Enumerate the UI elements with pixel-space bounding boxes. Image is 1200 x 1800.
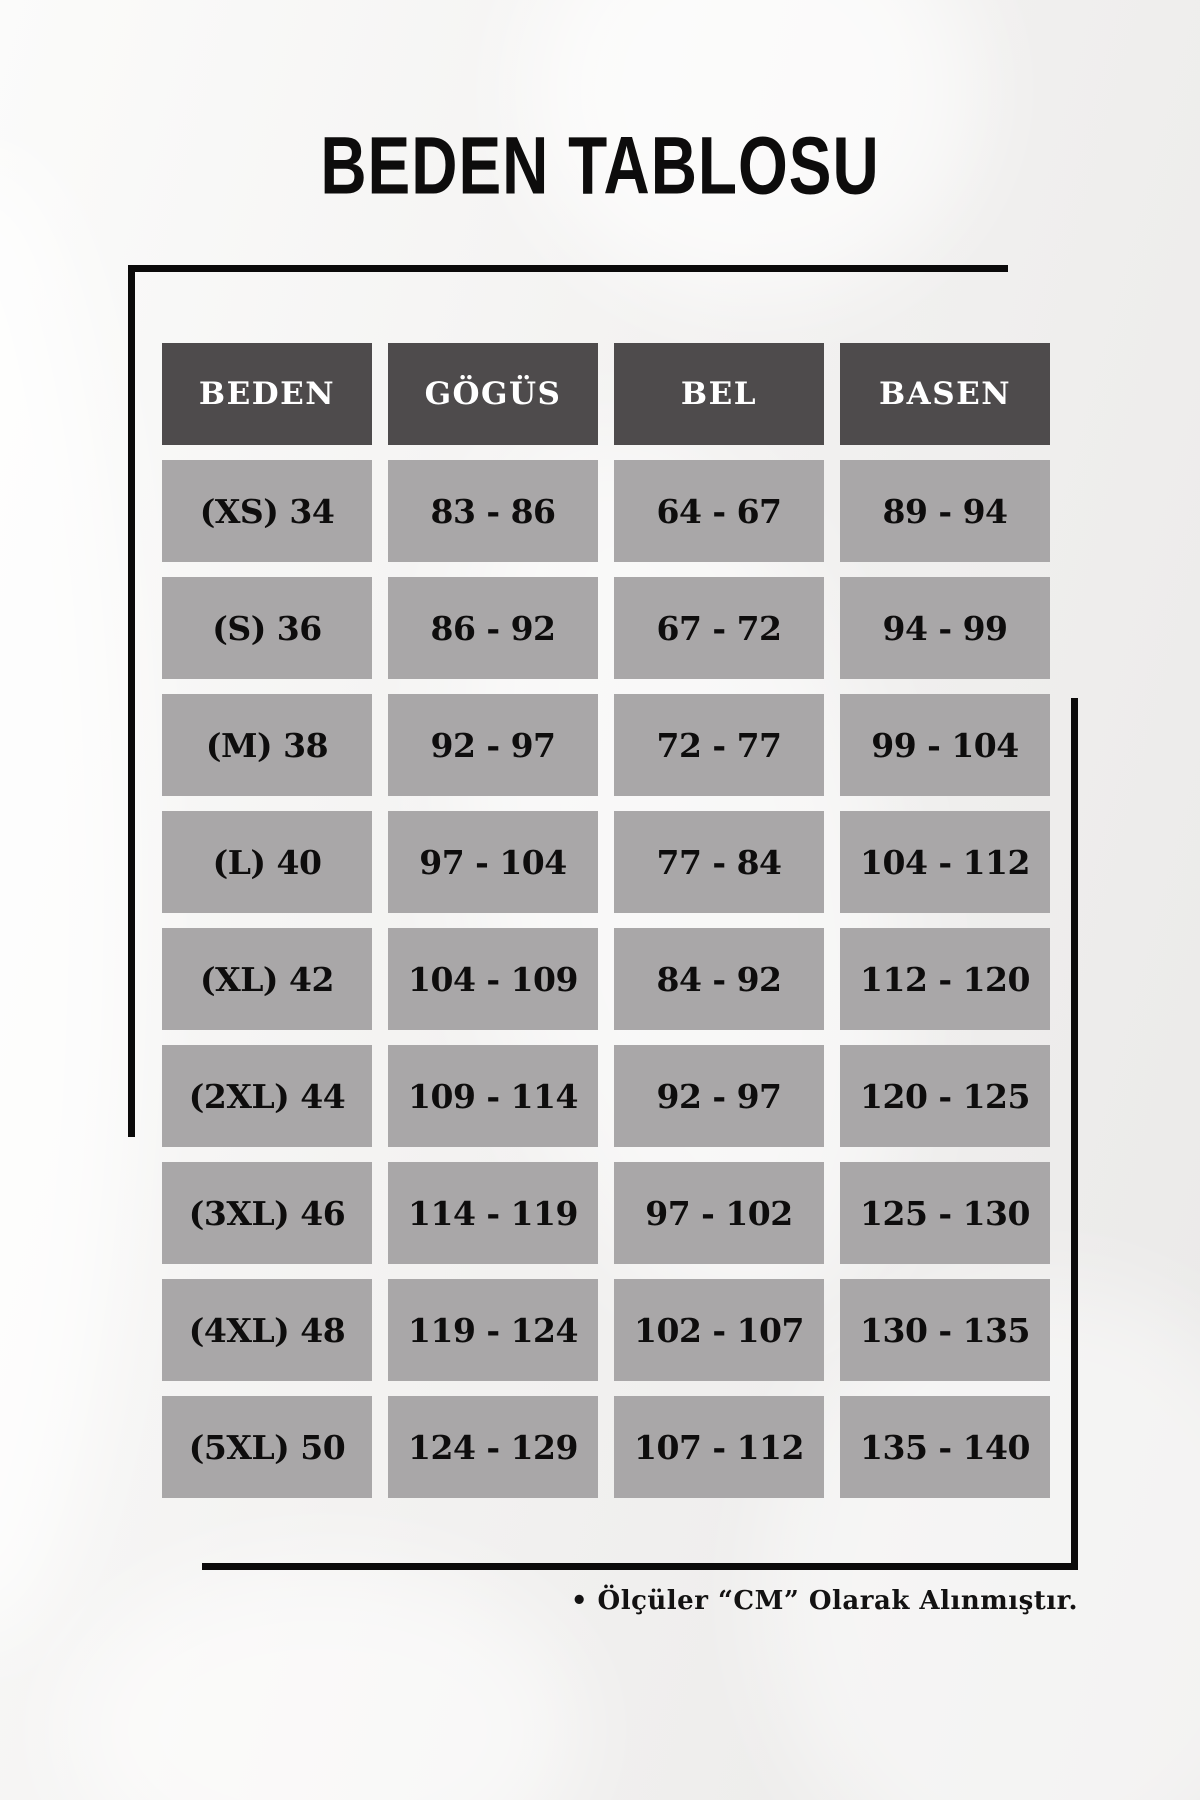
- measurement-cell: 107 - 112: [614, 1396, 824, 1498]
- header-cell-basen: BASEN: [840, 343, 1050, 445]
- measurement-cell: 112 - 120: [840, 928, 1050, 1030]
- measurement-cell: 104 - 112: [840, 811, 1050, 913]
- header-cell-gogus: GÖGÜS: [388, 343, 598, 445]
- decorative-rule-bottom: [202, 1563, 1078, 1570]
- measurement-cell: 83 - 86: [388, 460, 598, 562]
- measurement-cell: 114 - 119: [388, 1162, 598, 1264]
- measurement-cell: 102 - 107: [614, 1279, 824, 1381]
- size-label-cell: (2XL) 44: [162, 1045, 372, 1147]
- background-silhouette-shape: [0, 150, 140, 1650]
- measurement-cell: 99 - 104: [840, 694, 1050, 796]
- measurement-cell: 84 - 92: [614, 928, 824, 1030]
- decorative-rule-right: [1071, 698, 1078, 1570]
- measurement-cell: 86 - 92: [388, 577, 598, 679]
- size-label-cell: (S) 36: [162, 577, 372, 679]
- size-label-cell: (4XL) 48: [162, 1279, 372, 1381]
- measurement-cell: 104 - 109: [388, 928, 598, 1030]
- measurement-cell: 125 - 130: [840, 1162, 1050, 1264]
- measurement-cell: 64 - 67: [614, 460, 824, 562]
- measurement-cell: 94 - 99: [840, 577, 1050, 679]
- page-title: BEDEN TABLOSU: [320, 119, 880, 212]
- decorative-rule-left: [128, 265, 135, 1137]
- measurement-cell: 109 - 114: [388, 1045, 598, 1147]
- measurement-cell: 97 - 102: [614, 1162, 824, 1264]
- header-cell-beden: BEDEN: [162, 343, 372, 445]
- decorative-rule-top: [128, 265, 1008, 272]
- background-silhouette-shape: [60, 1560, 580, 1800]
- measurement-cell: 89 - 94: [840, 460, 1050, 562]
- size-label-cell: (3XL) 46: [162, 1162, 372, 1264]
- measurement-cell: 92 - 97: [614, 1045, 824, 1147]
- measurement-cell: 92 - 97: [388, 694, 598, 796]
- measurement-cell: 124 - 129: [388, 1396, 598, 1498]
- measurement-unit-note: • Ölçüler “CM” Olarak Alınmıştır.: [570, 1586, 1078, 1616]
- measurement-cell: 67 - 72: [614, 577, 824, 679]
- size-label-cell: (XL) 42: [162, 928, 372, 1030]
- size-label-cell: (M) 38: [162, 694, 372, 796]
- measurement-cell: 120 - 125: [840, 1045, 1050, 1147]
- header-cell-bel: BEL: [614, 343, 824, 445]
- measurement-cell: 119 - 124: [388, 1279, 598, 1381]
- size-label-cell: (5XL) 50: [162, 1396, 372, 1498]
- size-table: [162, 343, 1050, 1498]
- measurement-cell: 135 - 140: [840, 1396, 1050, 1498]
- measurement-cell: 130 - 135: [840, 1279, 1050, 1381]
- measurement-cell: 72 - 77: [614, 694, 824, 796]
- size-label-cell: (L) 40: [162, 811, 372, 913]
- measurement-cell: 97 - 104: [388, 811, 598, 913]
- measurement-cell: 77 - 84: [614, 811, 824, 913]
- size-label-cell: (XS) 34: [162, 460, 372, 562]
